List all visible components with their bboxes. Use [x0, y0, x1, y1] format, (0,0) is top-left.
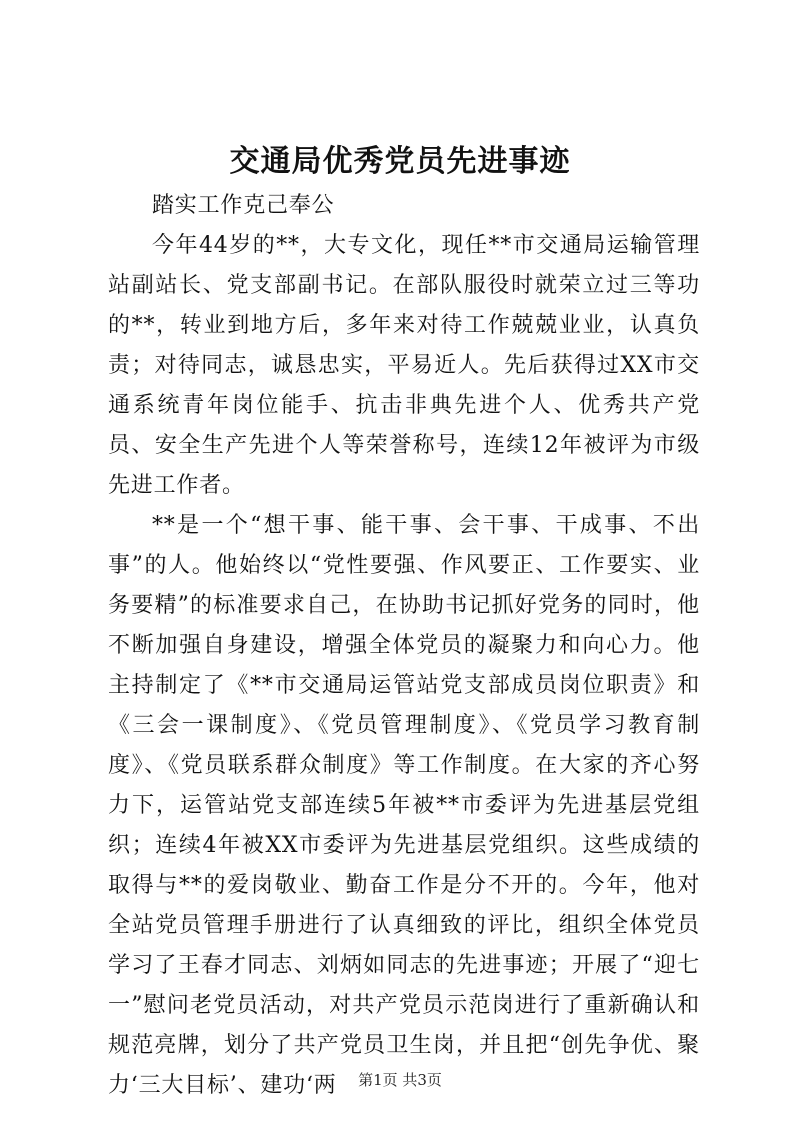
paragraph-1: 今年44岁的**，大专文化，现任**市交通局运输管理站副站长、党支部副书记。在部队服役时就荣立过三等功的**，转业到地方后，多年来对待工作兢兢业业，认真负责；对待同志，诚恳忠实，平易近人。先后获得过XX市交通系统青年岗位能手、抗击非典先进个人、优秀共产党员、安全生产先进个人等荣誉称号，连续12年被评为市级先进工作者。: [108, 233, 700, 498]
paragraph-2: **是一个“想干事、能干事、会干事、干成事、不出事”的人。他始终以“党性要强、作风要正、工作要实、业务要精”的标准要求自己，在协助书记抓好党务的同时，他不断加强自身建设，增强全体党员的凝聚力和向心力。他主持制定了《**市交通局运管站党支部成员岗位职责》和《三会一课制度》、《党员管理制度》、《党员学习教育制度》、《党员联系群众制度》等工作制度。在大家的齐心努力下，运管站党支部连续5年被**市委评为先进基层党组织；连续4年被XX市委评为先进基层党组织。这些成绩的取得与**的爱岗敬业、勤奋工作是分不开的。今年，他对全站党员管理手册进行了认真细致的评比，组织全体党员学习了王春才同志、刘炳如同志的先进事迹；开展了“迎七一”慰问老党员活动，对共产党员示范岗进行了重新确认和规范亮牌，划分了共产党员卫生岗，并且把“创先争优、聚力‘三大目标’、建功‘两: [108, 513, 700, 1098]
document-title: 交通局优秀党员先进事迹: [229, 144, 571, 179]
section-subtitle: 踏实工作克己奉公: [152, 193, 335, 218]
page-footer: 第1页 共3页: [358, 1071, 442, 1089]
document-body: [108, 186, 700, 1106]
